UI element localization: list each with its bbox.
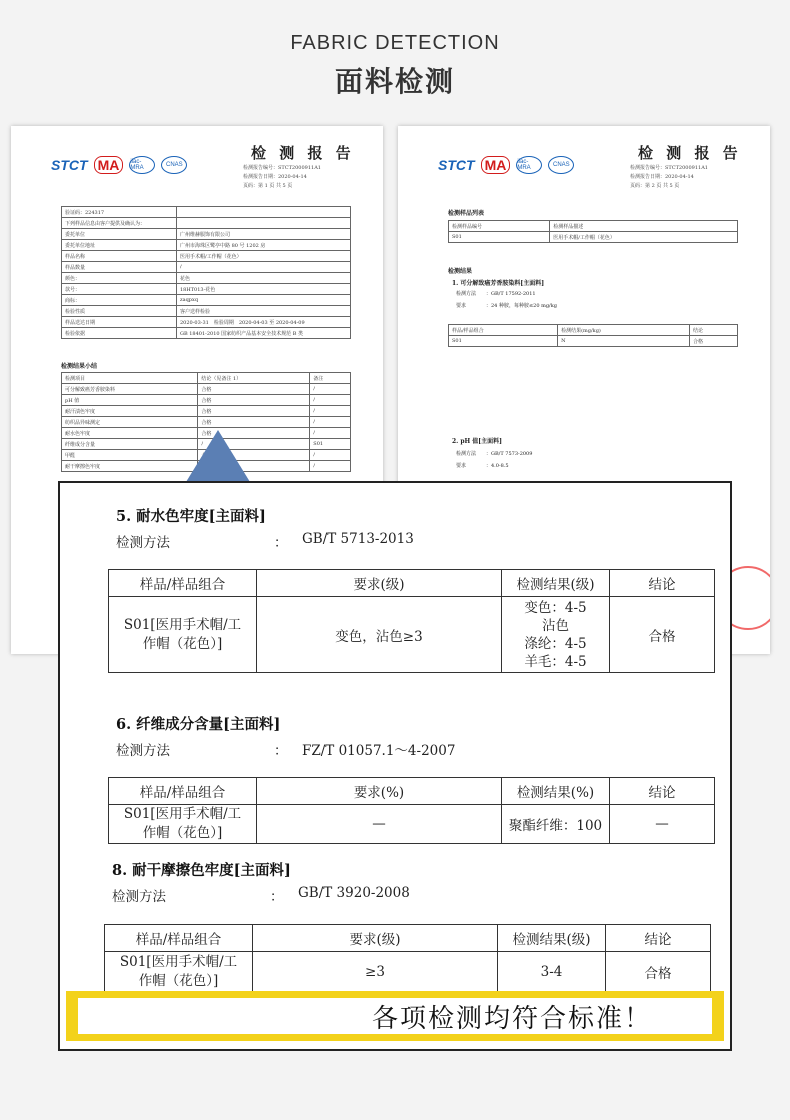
summary-row: 纺织品异味测定 合格 / <box>62 417 351 428</box>
info-row: 验证码：224317 <box>62 207 351 218</box>
report-title: 检 测 报 告 <box>251 144 355 162</box>
info-row: 委托单位 广州维赫服饰有限公司 <box>62 229 351 240</box>
info-row: 委托单位地址 广州市海珠区鹭亭中路 80 号 1202 房 <box>62 240 351 251</box>
section-title: 8. 耐干摩擦色牢度[主面料] <box>112 862 291 879</box>
report-meta: 检测报告编号：STCT2000911A1 检测报告日期：2020-04-14 页码：第 2 页 共 5 页 <box>630 165 708 189</box>
client-info-table <box>61 206 351 339</box>
info-row: 款号： 18HT013-花色 <box>62 284 351 295</box>
stct-logo: STCT <box>51 157 88 173</box>
summary-row: 耐汗渍色牢度 合格 / <box>62 406 351 417</box>
result-table: 样品/样品组合 要求(%) 检测结果(%) 结论 S01[医用手术帽/工 作帽（花色）] — 聚酯纤维：100 — <box>108 777 715 844</box>
report-title: 检 测 报 告 <box>638 144 742 162</box>
stct-logo: STCT <box>438 157 475 173</box>
cnas-logo: CNAS <box>548 156 574 174</box>
result-table: 样品/样品组合 要求(级) 检测结果(级) 结论 S01[医用手术帽/工 作帽（花色）] 变色，沾色≥3 变色：4-5 沾色 涤纶：4-5 羊毛：4-5 合格 <box>108 569 715 673</box>
result-table: 样品/样品组合 要求(级) 检测结果(级) 结论 S01[医用手术帽/工 作帽（花色）] ≥3 3-4 合格 <box>104 924 711 992</box>
summary-row: 纤维成分含量 / S01 <box>62 439 351 450</box>
summary-header: 检测项目 结论（见备注 1） 备注 <box>62 373 351 384</box>
callout-pointer <box>186 430 250 482</box>
info-row: 检验性质 客户送样检验 <box>62 306 351 317</box>
result-item-1: 1. 可分解致癌芳香胺染料[主面料] <box>452 280 545 287</box>
sample-list-table: 检测样品编号 检测样品描述 S01 医用手术帽/工作帽（花色） <box>448 220 738 243</box>
result-item-1-table: 样品/样品组合 检测结果(mg/kg) 结论 S01 N 合格 <box>448 324 738 347</box>
header-english: FABRIC DETECTION <box>290 32 500 54</box>
report-meta: 检测报告编号：STCT2000911A1 检测报告日期：2020-04-14 页码：第 1 页 共 5 页 <box>243 165 321 189</box>
result-item-2: 2. pH 值[主面料] <box>452 438 502 445</box>
ilac-logo: ilac-MRA <box>516 156 542 174</box>
ilac-logo: ilac-MRA <box>129 156 155 174</box>
result-item-1-method: 检测方法 ：GB/T 17592-2011 <box>456 291 536 297</box>
sample-list-title: 检测样品列表 <box>448 210 485 217</box>
section-title: 5. 耐水色牢度[主面料] <box>116 508 266 525</box>
zoomed-detail-panel <box>58 481 732 1051</box>
summary-title: 检测结果小结 <box>61 363 98 370</box>
info-row: 颜色： 花色 <box>62 273 351 284</box>
summary-row: 可分解致癌芳香胺染料 合格 / <box>62 384 351 395</box>
info-row: 下列样品信息由客户提供及确认为： <box>62 218 351 229</box>
ma-logo: MA <box>481 156 511 174</box>
summary-row: 耐干摩擦色牢度 合格 / <box>62 461 351 472</box>
info-row: 检验依据 GB 18401-2010 国家纺织产品基本安全技术规范 B 类 <box>62 328 351 339</box>
certification-logos <box>438 156 574 174</box>
result-item-2-method: 检测方法 ：GB/T 7573-2009 <box>456 451 533 457</box>
info-row: 样品送达日期 2020-03-31 检验周期 2020-04-03 至 2020-04-09 <box>62 317 351 328</box>
result-title: 检测结果 <box>448 268 473 275</box>
info-row: 商标： zaqpxq <box>62 295 351 306</box>
cnas-logo: CNAS <box>161 156 187 174</box>
method-line: 检测方法 ： GB/T 5713-2013 <box>116 531 414 551</box>
summary-row: pH 值 合格 / <box>62 395 351 406</box>
certification-logos <box>51 156 187 174</box>
result-item-2-req: 要求 ：4.0-8.5 <box>456 463 509 469</box>
method-line: 检测方法 ： FZ/T 01057.1～4-2007 <box>116 743 456 759</box>
conclusion-banner <box>66 991 724 1041</box>
header-chinese: 面料检测 <box>334 65 455 98</box>
summary-row: 耐水色牢度 合格 / <box>62 428 351 439</box>
method-line: 检测方法 ： GB/T 3920-2008 <box>112 885 410 905</box>
ma-logo: MA <box>94 156 124 174</box>
info-row: 样品名称 医用手术帽/工作帽（花色） <box>62 251 351 262</box>
section-title: 6. 纤维成分含量[主面料] <box>116 716 281 733</box>
result-item-1-req: 要求 ：24 种胺，每种胺≤20 mg/kg <box>456 303 557 309</box>
conclusion-banner-text: 各项检测均符合标准！ <box>78 998 712 1034</box>
summary-row: 甲醛 合格 / <box>62 450 351 461</box>
info-row: 样品数量 / <box>62 262 351 273</box>
